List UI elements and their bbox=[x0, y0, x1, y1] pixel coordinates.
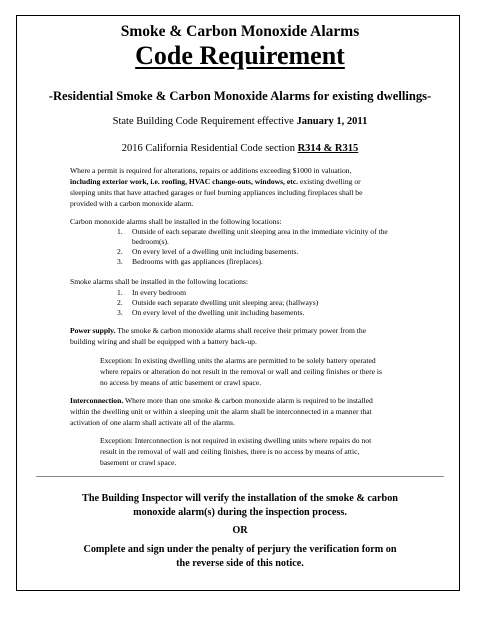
verify-line-1: The Building Inspector will verify the installation of the smoke & carbon bbox=[82, 493, 398, 504]
interconnection-line-3: activation of one alarm shall activate all of the alarms. bbox=[70, 418, 235, 427]
list-item: 3. On every level of the dwelling unit including basements. bbox=[117, 308, 305, 317]
list-item: 2. Outside each separate dwelling unit sleeping area; (hallways) bbox=[117, 298, 319, 307]
co-intro: Carbon monoxide alarms shall be installed in the following locations: bbox=[70, 217, 282, 226]
or-separator: OR bbox=[232, 525, 248, 536]
effective-date-line bbox=[0, 116, 480, 127]
power-supply-label: Power supply. bbox=[70, 326, 116, 335]
sign-line-1: Complete and sign under the penalty of perjury the verification form on bbox=[83, 544, 397, 555]
permit-line-2-rest: existing dwelling or bbox=[298, 177, 361, 186]
interconnection-exception-line-2: result in the removal of wall and ceiling finishes, there is no access by means of attic, bbox=[100, 447, 360, 456]
subtitle: -Residential Smoke & Carbon Monoxide Alarms for existing dwellings- bbox=[48, 89, 432, 103]
power-supply-line-2: building wiring and shall be equipped with a battery back-up. bbox=[70, 337, 257, 346]
list-item: 1. In every bedroom bbox=[117, 288, 186, 297]
effective-date: January 1, 2011 bbox=[296, 116, 368, 127]
smoke-intro: Smoke alarms shall be installed in the following locations: bbox=[70, 277, 249, 286]
interconnection-label: Interconnection. bbox=[70, 396, 124, 405]
list-item: 3. Bedrooms with gas appliances (fireplaces). bbox=[117, 257, 263, 266]
power-exception-line-1: Exception: In existing dwelling units the alarms are permitted to be solely battery operated bbox=[100, 356, 376, 365]
list-item-continued: bedroom(s). bbox=[132, 237, 169, 246]
list-item: 1. Outside of each separate dwelling unit sleeping area in the immediate vicinity of the bbox=[117, 227, 388, 236]
code-section-numbers: R314 & R315 bbox=[297, 143, 359, 154]
interconnection-exception-line-1: Exception: Interconnection is not required in existing dwelling units where repairs do not bbox=[100, 436, 372, 445]
interconnection-line-2: within the dwelling unit or within a sleeping unit the alarm shall be interconnected in a manner that bbox=[70, 407, 372, 416]
permit-line-2 bbox=[70, 177, 423, 188]
power-exception-line-3: no access by means of attic basement or crawl space. bbox=[100, 378, 262, 387]
permit-exterior-work: including exterior work, i.e. roofing, HVAC change-outs, windows, etc. bbox=[70, 177, 299, 186]
power-supply-line-1: Power supply. The smoke & carbon monoxide alarms shall receive their primary power from the bbox=[70, 326, 367, 335]
interconnection-line-1: Interconnection. Where more than one smoke & carbon monoxide alarm is required to be installed bbox=[70, 396, 373, 405]
title-line-1: Smoke & Carbon Monoxide Alarms bbox=[120, 23, 360, 40]
power-exception-line-2: where repairs or alteration do not result in the removal or wall and ceiling finishes or there is bbox=[100, 367, 382, 376]
sign-line-2: the reverse side of this notice. bbox=[176, 558, 304, 569]
permit-line-1: Where a permit is required for alterations, repairs or additions exceeding $1000 in valuation, bbox=[70, 166, 352, 175]
divider bbox=[36, 476, 444, 477]
code-section-prefix: 2016 California Residential Code section bbox=[121, 143, 298, 154]
permit-line-3: sleeping units that have attached garages or fuel burning appliances including fireplaces shall be bbox=[70, 188, 363, 197]
list-item: 2. On every level of a dwelling unit including basements. bbox=[117, 247, 299, 256]
effective-prefix: State Building Code Requirement effective bbox=[112, 116, 297, 127]
verify-line-2: monoxide alarm(s) during the inspection process. bbox=[133, 507, 347, 518]
permit-line-4: provided with a carbon monoxide alarm. bbox=[70, 199, 194, 208]
interconnection-exception-line-3: basement or crawl space. bbox=[100, 458, 177, 467]
page-title: Code Requirement bbox=[135, 41, 345, 70]
code-section-line bbox=[0, 143, 480, 154]
